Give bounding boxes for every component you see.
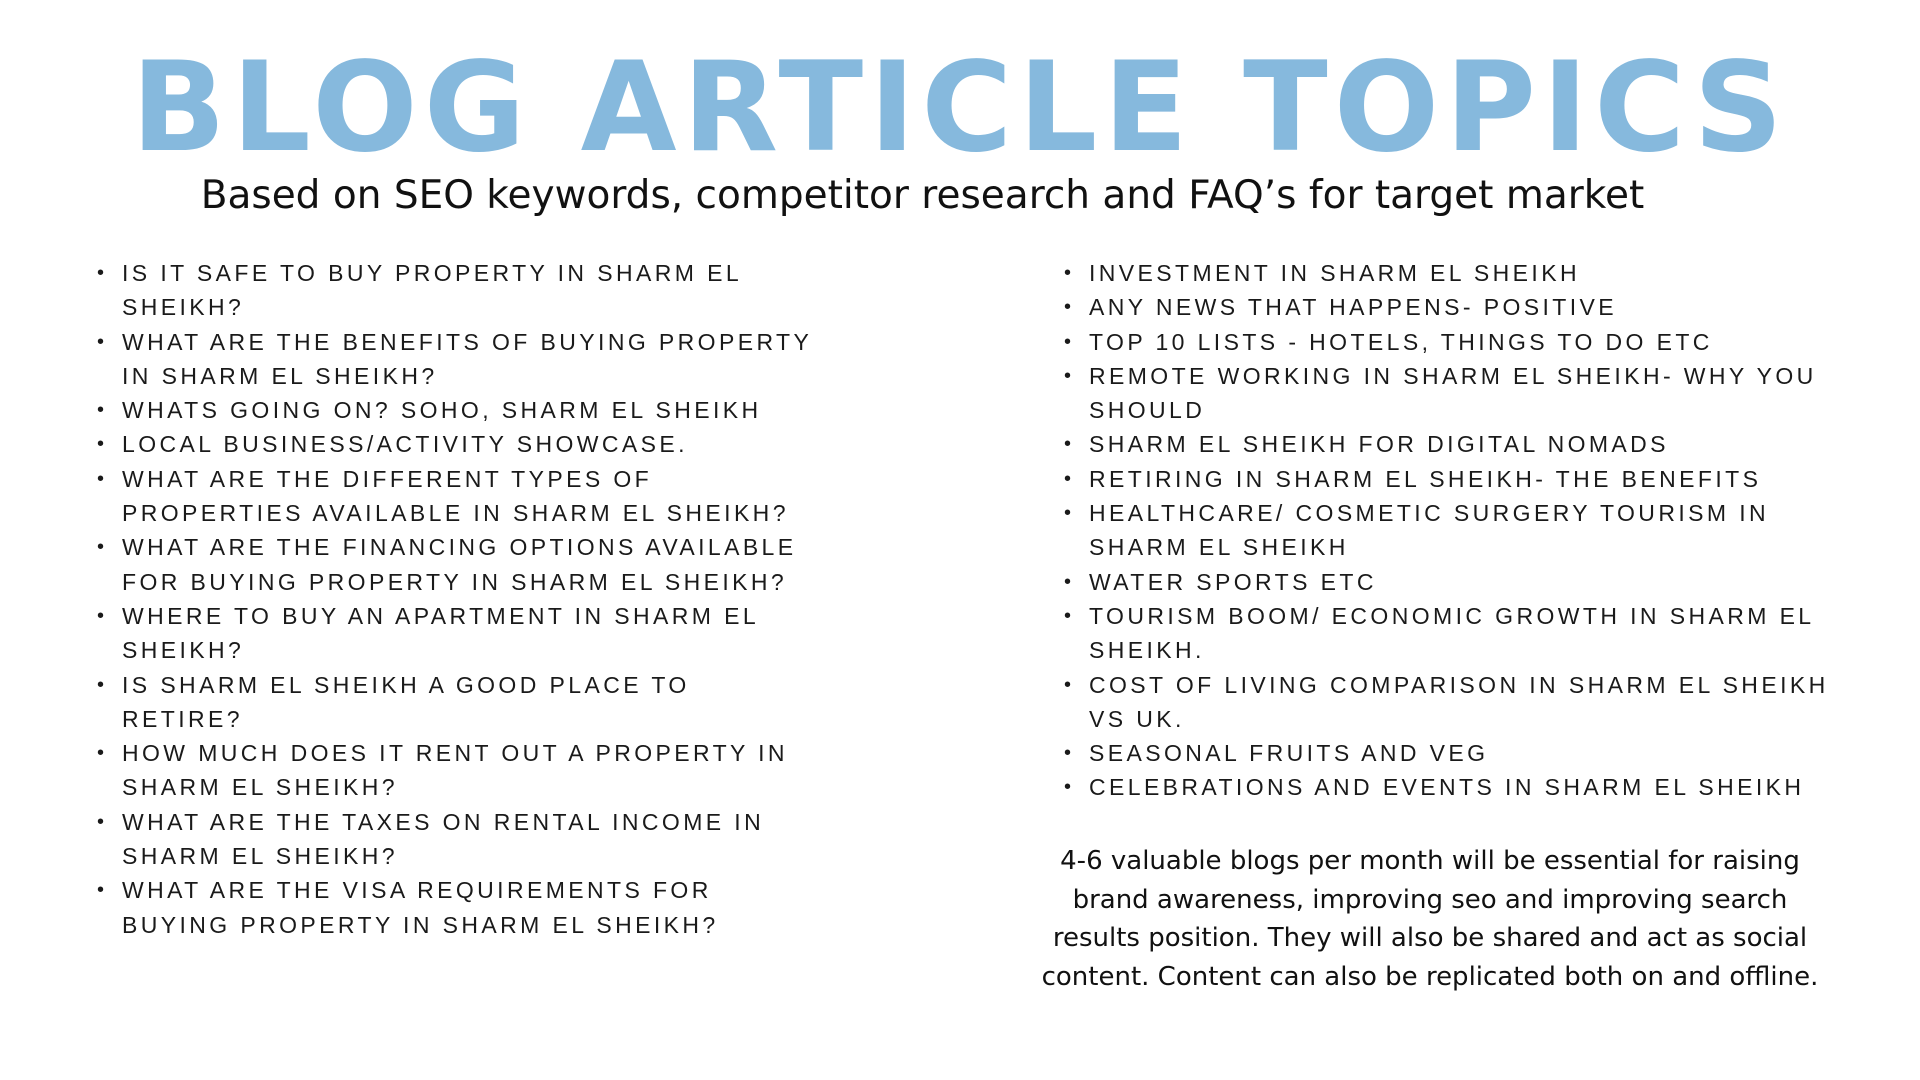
bullet-icon: •	[1064, 673, 1075, 696]
right-topic-list	[1064, 256, 1864, 805]
topic-text: LOCAL BUSINESS/ACTIVITY SHOWCASE.	[122, 431, 688, 458]
bullet-icon: •	[1064, 776, 1075, 799]
topic-list-item	[97, 668, 817, 737]
topic-text: WHAT ARE THE FINANCING OPTIONS AVAILABLE FOR BUYING PROPERTY IN SHARM EL SHEIKH?	[122, 534, 797, 595]
topic-text: WHAT ARE THE VISA REQUIREMENTS FOR BUYING PROPERTY IN SHARM EL SHEIKH?	[122, 877, 719, 938]
topic-text: WHAT ARE THE BENEFITS OF BUYING PROPERTY IN SHARM EL SHEIKH?	[122, 328, 812, 389]
bullet-icon: •	[97, 399, 108, 422]
bullet-icon: •	[1064, 330, 1075, 353]
bullet-icon: •	[97, 467, 108, 490]
topic-list-item	[1064, 599, 1864, 668]
bullet-icon: •	[97, 810, 108, 833]
bullet-icon: •	[97, 330, 108, 353]
topic-list-item	[97, 530, 817, 599]
topic-text: SHARM EL SHEIKH FOR DIGITAL NOMADS	[1089, 431, 1669, 458]
bullet-icon: •	[1064, 570, 1075, 593]
topic-list-item	[1064, 668, 1864, 737]
page-subtitle: Based on SEO keywords, competitor research and FAQ’s for target market	[200, 173, 1645, 218]
topic-text: HEALTHCARE/ COSMETIC SURGERY TOURISM IN SHARM EL SHEIKH	[1089, 500, 1770, 561]
topic-text: WATER SPORTS ETC	[1089, 568, 1377, 595]
topic-list-item	[1064, 496, 1864, 565]
topic-list-item	[1064, 290, 1864, 324]
topic-list-item	[97, 256, 817, 325]
bullet-icon: •	[1064, 364, 1075, 387]
topic-text: INVESTMENT IN SHARM EL SHEIKH	[1089, 260, 1580, 286]
bullet-icon: •	[97, 879, 108, 902]
bullet-icon: •	[97, 262, 108, 284]
bullet-icon: •	[97, 536, 108, 559]
topic-text: COST OF LIVING COMPARISON IN SHARM EL SHEIKH VS UK.	[1089, 671, 1829, 732]
left-topic-list	[97, 256, 817, 942]
topic-list-item	[1064, 770, 1864, 804]
topic-list-item	[1064, 256, 1864, 290]
topic-list-item	[1064, 565, 1864, 599]
topic-text: TOP 10 LISTS - HOTELS, THINGS TO DO ETC	[1089, 328, 1713, 355]
topic-text: WHAT ARE THE TAXES ON RENTAL INCOME IN SHARM EL SHEIKH?	[122, 808, 765, 870]
topic-list-item	[97, 805, 817, 874]
topic-text: WHATS GOING ON? SOHO, SHARM EL SHEIKH	[122, 397, 762, 424]
topic-list-item	[1064, 462, 1864, 496]
topic-text: HOW MUCH DOES IT RENT OUT A PROPERTY IN SHARM EL SHEIKH?	[122, 740, 788, 801]
topic-list-item	[97, 462, 817, 531]
topic-text: WHERE TO BUY AN APARTMENT IN SHARM EL SHEIKH?	[122, 602, 759, 664]
topic-text: IS SHARM EL SHEIKH A GOOD PLACE TO RETIRE?	[122, 671, 690, 732]
topic-list-item	[1064, 359, 1864, 428]
bullet-icon: •	[1064, 467, 1075, 490]
bullet-icon: •	[1064, 262, 1075, 284]
bullet-icon: •	[97, 673, 108, 696]
bullet-icon: •	[1064, 604, 1075, 627]
topic-list-item	[1064, 736, 1864, 770]
topic-text: REMOTE WORKING IN SHARM EL SHEIKH- WHY YOU SHOULD	[1089, 362, 1817, 424]
topic-list-item	[97, 599, 817, 668]
topic-list-item	[1064, 427, 1864, 461]
bullet-icon: •	[1064, 296, 1075, 319]
bullet-icon: •	[97, 604, 108, 627]
topic-text: SEASONAL FRUITS AND VEG	[1089, 740, 1489, 767]
topic-text: IS IT SAFE TO BUY PROPERTY IN SHARM EL SHEIKH?	[122, 260, 742, 321]
bullet-icon: •	[1064, 433, 1075, 456]
summary-paragraph: 4-6 valuable blogs per month will be essential for raising brand awareness, improving seo and improving search results position. They will also be shared and act as social content. Content can also be replicated both on and offline.	[1041, 846, 1819, 992]
bullet-icon: •	[1064, 742, 1075, 765]
topic-text: WHAT ARE THE DIFFERENT TYPES OF PROPERTIES AVAILABLE IN SHARM EL SHEIKH?	[122, 465, 789, 527]
topic-text: CELEBRATIONS AND EVENTS IN SHARM EL SHEIKH	[1089, 774, 1805, 801]
bullet-icon: •	[97, 742, 108, 765]
topic-list-item	[97, 736, 817, 805]
bullet-icon: •	[1064, 502, 1075, 525]
page-title: BLOG ARTICLE TOPICS	[131, 36, 1789, 180]
topic-list-item	[97, 393, 817, 427]
topic-list-item	[97, 873, 817, 942]
topic-list-item	[97, 325, 817, 394]
topic-text: TOURISM BOOM/ ECONOMIC GROWTH IN SHARM EL SHEIKH.	[1089, 602, 1814, 664]
topic-list-item	[97, 427, 817, 461]
bullet-icon: •	[97, 433, 108, 456]
topic-list-item	[1064, 325, 1864, 359]
topic-text: ANY NEWS THAT HAPPENS- POSITIVE	[1089, 294, 1618, 321]
topic-text: RETIRING IN SHARM EL SHEIKH- THE BENEFITS	[1089, 465, 1762, 492]
